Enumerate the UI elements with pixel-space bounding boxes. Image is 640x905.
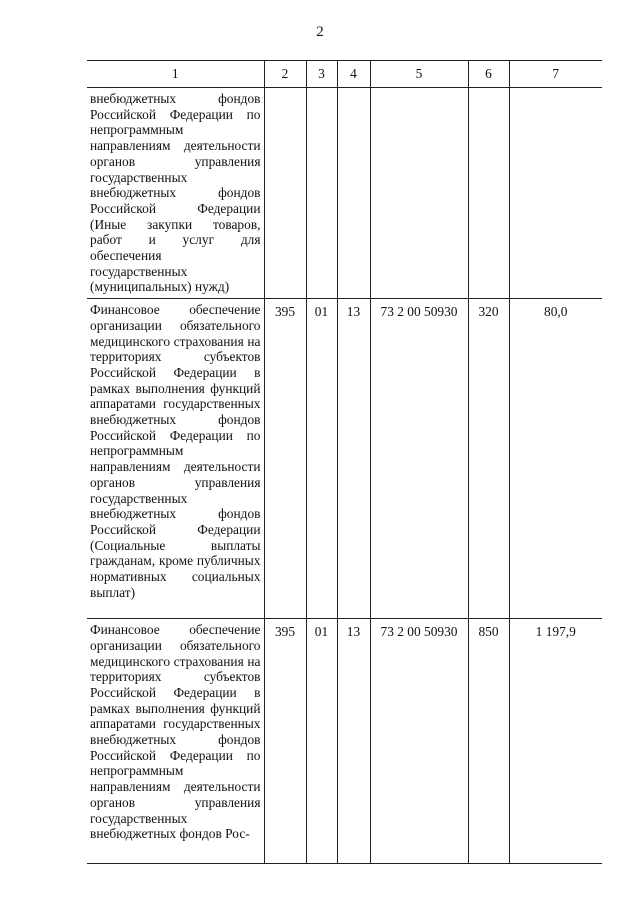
target-article-code [370,88,468,299]
table-row [87,619,602,864]
subsection-code: 13 [337,299,370,619]
ministry-code: 395 [264,299,306,619]
column-header: 7 [509,61,602,88]
column-header: 3 [306,61,337,88]
amount: 80,0 [509,299,602,619]
header-row [87,61,602,88]
expense-type-code: 850 [468,619,509,864]
subsection-code [337,88,370,299]
column-header: 2 [264,61,306,88]
subsection-code: 13 [337,619,370,864]
expense-type-code: 320 [468,299,509,619]
column-header: 4 [337,61,370,88]
ministry-code: 395 [264,619,306,864]
section-code: 01 [306,299,337,619]
table-row [87,299,602,619]
expense-type-code [468,88,509,299]
section-code [306,88,337,299]
target-article-code: 73 2 00 50930 [370,619,468,864]
section-code: 01 [306,619,337,864]
ministry-code [264,88,306,299]
table-row [87,88,602,299]
column-header: 6 [468,61,509,88]
amount: 1 197,9 [509,619,602,864]
amount [509,88,602,299]
expense-description: внебюджетных фондов Российской Федерации по непрограммным направлениям деятельности органов управления государственных внебюджетных фондов Российской Федерации (Иные закупки товаров, работ и услуг для обеспечения государственных (муниципальных) нужд) [87,88,264,299]
expense-description: Финансовое обеспечение организации обязательного медицинского страхования на территориях субъектов Российской Федерации в рамках выполнения функций аппаратами государственных внебюджетных фондов Российской Федерации по непрограммным направлениям деятельности органов управления государственных внебюджетных фондов Российской Федерации (Социальные выплаты гражданам, кроме публичных нормативных социальных выплат) [87,299,264,619]
column-header: 1 [87,61,264,88]
expense-description: Финансовое обеспечение организации обязательного медицинского страхования на территориях субъектов Российской Федерации в рамках выполнения функций аппаратами государственных внебюджетных фондов Российской Федерации по непрограммным направлениям деятельности органов управления государственных внебюджетных фондов Рос- [87,619,264,864]
column-header: 5 [370,61,468,88]
budget-table [87,60,602,864]
target-article-code: 73 2 00 50930 [370,299,468,619]
page-number: 2 [316,24,324,40]
